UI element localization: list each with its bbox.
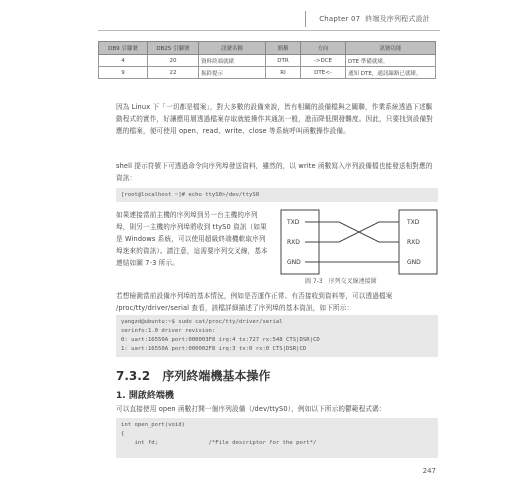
paragraph: 可以直接使用 open 函數打開一個序列設備（/dev/ttyS0），例如以下所示的鬱範程式碼： <box>116 405 386 413</box>
col-header: DB25 引腳號 <box>148 42 199 55</box>
code-line: int open_port(void) <box>121 422 185 428</box>
table-cell: DTR <box>266 55 301 67</box>
table-cell: 4 <box>99 55 148 67</box>
table-cell: DTE<- <box>301 67 346 79</box>
table-cell: 9 <box>99 67 148 79</box>
col-header: DB9 引腳號 <box>99 42 148 55</box>
code-line: [root@localhost ~]# echo ttyS0>/dev/ttyS0 <box>121 192 260 198</box>
code-block <box>116 418 438 458</box>
col-header: 簡稱 <box>266 42 301 55</box>
table-cell: 資料終端就緒 <box>199 55 266 67</box>
code-line: 1: uart:16550A port:000002F8 irq:3 tx:0 rx:0 CTS|DSR|CD <box>121 346 307 352</box>
chapter-label: Chapter 07 <box>319 15 361 23</box>
left-label-txd: TXD <box>287 219 300 226</box>
pin-table <box>98 41 436 79</box>
code-line: { <box>121 431 125 437</box>
col-header: 方向 <box>301 42 346 55</box>
code-block <box>116 188 438 202</box>
table-cell: 22 <box>148 67 199 79</box>
paragraph: 如果連接當前主機的序列埠到另一台主機的序列埠，則另一主機的序列埠將收到 ttyS0 資訊（如果是 Windows 系統，可以使用超級終端機軟取序列埠迷來的資訊）。請注意，這需要序列交叉線，基本連結如圖 7-3 所示。 <box>116 211 268 267</box>
right-label-rxd: RXD <box>407 239 420 246</box>
code-line: 0: uart:16550A port:000003F8 irq:4 tx:727 rx:548 CTS|DSR|CD <box>121 337 320 343</box>
section-number: 7.3.2 <box>116 369 151 383</box>
chapter-header <box>319 14 430 24</box>
code-block <box>116 315 438 357</box>
col-header: 訊號名稱 <box>199 42 266 55</box>
code-line: serinfo:1.0 driver revision: <box>121 328 216 334</box>
table-cell: ->DCE <box>301 55 346 67</box>
header-rule <box>98 30 440 31</box>
paragraph: 若想檢測當前設備序列埠的基本情況，例如是否運作正常、有否接收到資料等，可以透過檔案 /proc/tty/driver/serial 查看，該檔詳細描述了序列埠的基本資訊，如下所示： <box>116 292 393 312</box>
figure-caption <box>305 276 377 285</box>
left-label-gnd: GND <box>287 259 301 266</box>
table-cell: RI <box>266 67 301 79</box>
subsection-title: 1. 開啟終端機 <box>116 391 174 401</box>
left-label-rxd: RXD <box>287 239 300 246</box>
table-cell: DTE 準備就緒。 <box>346 55 436 67</box>
col-header: 訊號功能 <box>346 42 436 55</box>
crossover-diagram <box>279 208 439 278</box>
paragraph: shell 提示符號下可透過命令向序列埠發送資料，雖然的，以 write 函數寫入序列設備檔也能發送相對應的資訊： <box>116 162 433 182</box>
chapter-title: 終端及序列程式設計 <box>365 15 430 23</box>
code-line: yangzd@ubuntu:~$ sudo cat/proc/tty/driver/serial <box>121 319 283 325</box>
table-cell: 20 <box>148 55 199 67</box>
table-row <box>99 55 436 67</box>
table-cell: 通知 DTE，通訊線路已就緒。 <box>346 67 436 79</box>
right-label-txd: TXD <box>407 219 420 226</box>
code-line: int fd; /*File descriptor for the port*/ <box>121 440 317 446</box>
section-title-text: 序列終端機基本操作 <box>162 369 271 383</box>
section-title <box>116 367 270 384</box>
page-number: 247 <box>422 467 436 475</box>
table-row <box>99 67 436 79</box>
table-cell: 振鈴提示 <box>199 67 266 79</box>
table-header-row <box>99 42 436 55</box>
right-label-gnd: GND <box>407 259 421 266</box>
figure-caption-text: 序列交叉線連接圖 <box>328 278 377 285</box>
figure-number: 圖 7-3 <box>305 278 323 285</box>
paragraph: 因為 Linux 下「一切都是檔案」，對大多數的設備來說，皆有相關的設備檔與之關聯，作業系統透過下述驅動程式的實作，好讓應用層透過檔案存取就能操作其通訊一般，進而降低開發難度。因此，只要找到設備對應的檔案，便可使用 open、read、write、close 等系統呼叫函數操作設備。 <box>116 103 433 135</box>
